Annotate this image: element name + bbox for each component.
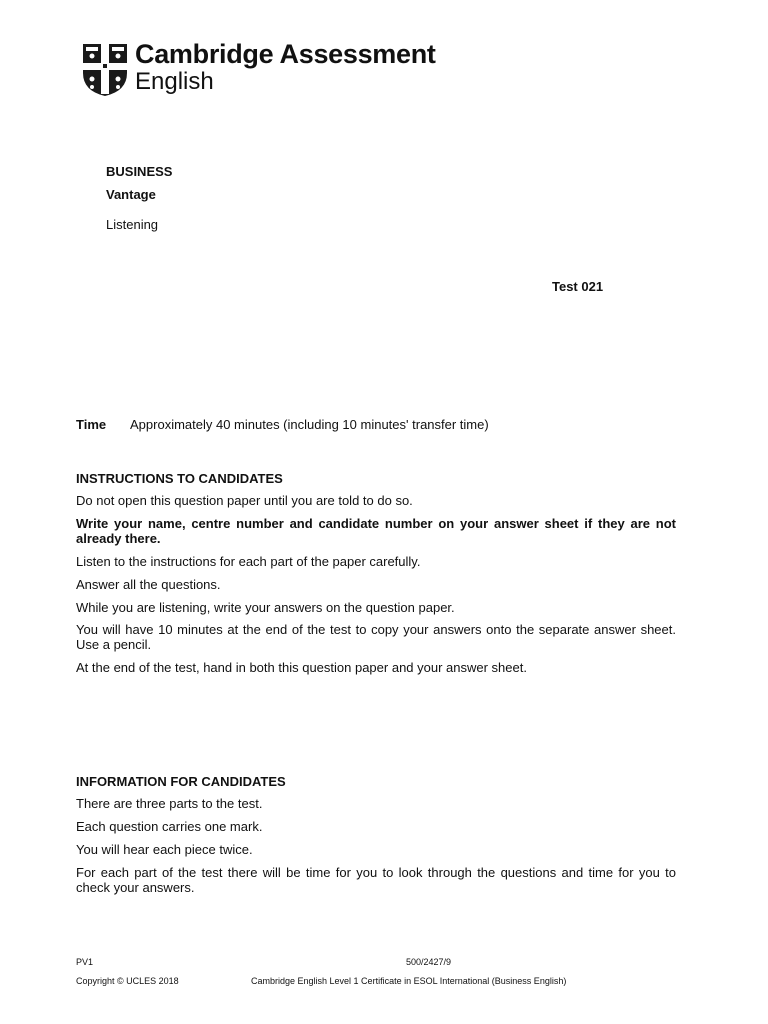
- crest-icon: [82, 43, 128, 97]
- paper-component: Listening: [106, 217, 159, 232]
- cambridge-logo: [82, 39, 436, 99]
- instruction-item: Write your name, centre number and candidate number on your answer sheet if they are not already there.: [76, 516, 676, 546]
- paper-subject: BUSINESS: [106, 164, 173, 179]
- brand-name-line1: Cambridge Assessment: [135, 39, 436, 69]
- instructions-heading: INSTRUCTIONS TO CANDIDATES: [76, 471, 283, 486]
- paper-level: Vantage: [106, 187, 156, 202]
- footer-certificate: Cambridge English Level 1 Certificate in ESOL International (Business English): [251, 976, 567, 986]
- instruction-item: Answer all the questions.: [76, 577, 221, 592]
- instruction-item: While you are listening, write your answers on the question paper.: [76, 600, 455, 615]
- instruction-item: At the end of the test, hand in both this question paper and your answer sheet.: [76, 660, 527, 675]
- information-item: There are three parts to the test.: [76, 796, 263, 811]
- time-label: Time: [76, 417, 107, 432]
- instruction-item: You will have 10 minutes at the end of the test to copy your answers onto the separate answer sheet. Use a pencil.: [76, 622, 676, 652]
- information-heading: INFORMATION FOR CANDIDATES: [76, 774, 286, 789]
- instruction-item: Do not open this question paper until you are told to do so.: [76, 493, 413, 508]
- time-text: Approximately 40 minutes (including 10 minutes' transfer time): [130, 417, 489, 432]
- information-item: You will hear each piece twice.: [76, 842, 253, 857]
- information-item: For each part of the test there will be time for you to look through the questions and time for you to check your answers.: [76, 865, 676, 895]
- instruction-item: Listen to the instructions for each part of the paper carefully.: [76, 554, 421, 569]
- footer-ref: 500/2427/9: [406, 957, 452, 967]
- footer-code: PV1: [76, 957, 94, 967]
- brand-name-line2: English: [135, 68, 214, 95]
- footer-copyright: Copyright © UCLES 2018: [76, 976, 179, 986]
- information-item: Each question carries one mark.: [76, 819, 263, 834]
- test-number: Test 021: [552, 279, 604, 294]
